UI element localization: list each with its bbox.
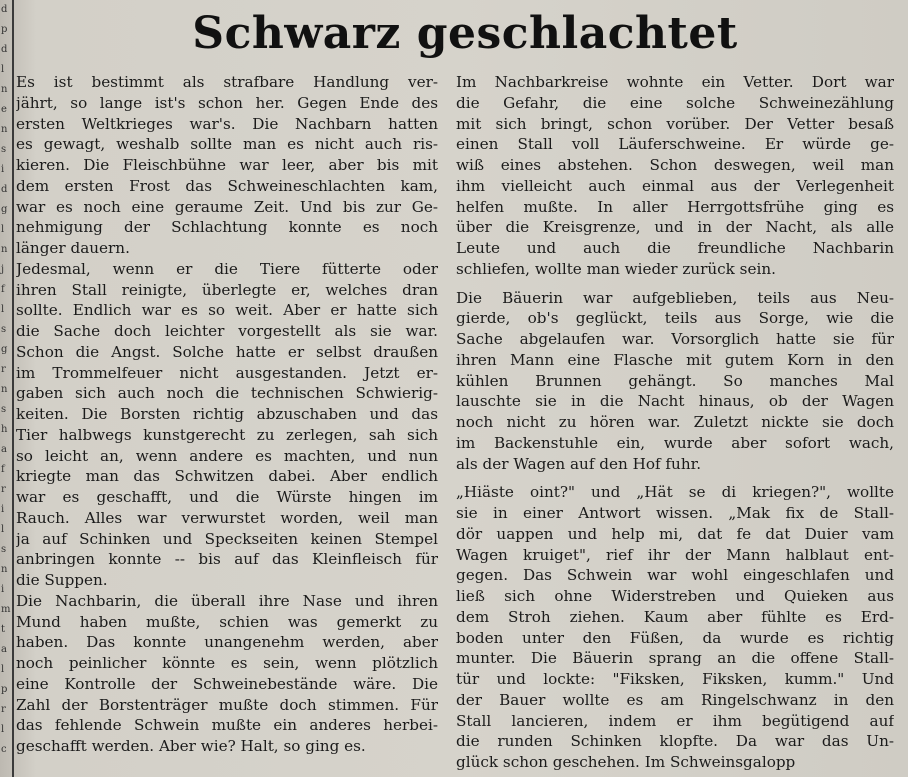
edge-fragment: r bbox=[1, 484, 6, 495]
text-line: ließ sich ohne Widerstreben und Quieken aus bbox=[456, 587, 894, 605]
text-line: keiten. Die Borsten richtig abzuschaben und das bbox=[16, 405, 438, 423]
text-line: sollte. Endlich war es so weit. Aber er hatte sich bbox=[16, 301, 438, 320]
text-line: helfen mußte. In aller Herrgottsfrühe ging es bbox=[456, 197, 894, 216]
paragraph bbox=[456, 482, 894, 773]
text-line: wiß eines abstehen. Schon deswegen, weil man bbox=[456, 156, 894, 174]
text-line: länger dauern. bbox=[16, 239, 130, 257]
text-line: über die Kreisgrenze, und in der Nacht, als alle bbox=[456, 218, 894, 237]
text-line: ihm vielleicht auch einmal aus der Verlegenheit bbox=[456, 176, 894, 195]
article-column-right bbox=[456, 72, 894, 773]
edge-fragment: r bbox=[1, 704, 6, 715]
edge-fragment: d bbox=[1, 4, 8, 15]
text-line: es gewagt, weshalb sollte man es nicht auch ris- bbox=[16, 135, 438, 154]
edge-fragment: e bbox=[1, 104, 7, 115]
edge-fragment: r bbox=[1, 364, 6, 375]
edge-fragment: n bbox=[1, 244, 8, 255]
text-line: ihren Mann eine Flasche mit gutem Korn in den bbox=[456, 350, 894, 369]
edge-fragment: t bbox=[1, 624, 6, 635]
paragraph-spacer bbox=[456, 474, 894, 482]
edge-fragment: f bbox=[1, 284, 5, 295]
text-line: „Hiäste oint?" und „Hät se di kriegen?", wollte bbox=[456, 483, 894, 502]
edge-fragment: l bbox=[1, 524, 5, 535]
edge-fragment: n bbox=[1, 564, 8, 575]
text-line: Rauch. Alles war verwurstet worden, weil man bbox=[16, 508, 438, 527]
edge-fragment: c bbox=[1, 744, 7, 755]
edge-fragment: m bbox=[1, 604, 11, 615]
edge-fragment: h bbox=[1, 424, 8, 435]
text-line: gegen. Das Schwein war wohl eingeschlafen und bbox=[456, 566, 894, 585]
edge-fragment: g bbox=[1, 204, 8, 215]
text-line: Schon die Angst. Solche hatte er selbst draußen bbox=[16, 342, 438, 361]
text-line: war es geschafft, und die Würste hingen im bbox=[16, 488, 438, 506]
text-line: die Gefahr, die eine solche Schweinezählung bbox=[456, 93, 894, 112]
text-line: dör uappen und help mi, dat fe dat Duier vam bbox=[456, 524, 894, 543]
paragraph bbox=[456, 288, 894, 475]
text-line: Es ist bestimmt als strafbare Handlung ver- bbox=[16, 73, 438, 91]
paragraph-spacer bbox=[456, 280, 894, 288]
adjacent-column-edge bbox=[0, 0, 14, 777]
edge-fragment: d bbox=[1, 184, 8, 195]
edge-fragment: l bbox=[1, 64, 5, 75]
text-line: Leute und auch die freundliche Nachbarin bbox=[456, 239, 894, 257]
text-line: das fehlende Schwein mußte ein anderes herbei- bbox=[16, 716, 438, 735]
edge-fragment: s bbox=[1, 324, 7, 335]
text-line: tür und lockte: "Fiksken, Fiksken, kumm." Und bbox=[456, 670, 894, 688]
edge-fragment: a bbox=[1, 444, 7, 455]
edge-fragment: n bbox=[1, 84, 8, 95]
text-line: Im Nachbarkreise wohnte ein Vetter. Dort war bbox=[456, 73, 894, 91]
text-line: Jedesmal, wenn er die Tiere fütterte oder bbox=[16, 259, 438, 278]
paragraph bbox=[456, 72, 894, 280]
text-line: sie in einer Antwort wissen. „Mak fix de Stall- bbox=[456, 504, 894, 522]
edge-fragment: a bbox=[1, 644, 7, 655]
text-line: Wagen kruiget", rief ihr der Mann halblaut ent- bbox=[456, 545, 894, 564]
text-line: anbringen konnte -- bis auf das Kleinfleisch für bbox=[16, 550, 438, 569]
text-line: munter. Die Bäuerin sprang an die offene Stall- bbox=[456, 649, 894, 668]
text-line: eine Kontrolle der Schweinebestände wäre. Die bbox=[16, 674, 438, 693]
text-line: noch peinlicher könnte es sein, wenn plötzlich bbox=[16, 654, 438, 672]
edge-fragment: i bbox=[1, 504, 5, 515]
text-line: dem ersten Frost das Schweineschlachten kam, bbox=[16, 176, 438, 195]
article-column-left bbox=[16, 72, 438, 757]
text-line: im Backenstuhle ein, wurde aber sofort wach, bbox=[456, 433, 894, 452]
edge-fragment: f bbox=[1, 464, 5, 475]
edge-fragment: i bbox=[1, 584, 5, 595]
text-line: jährt, so lange ist's schon her. Gegen Ende des bbox=[16, 93, 438, 112]
text-line: mit sich bringt, schon vorüber. Der Vetter besaß bbox=[456, 114, 894, 133]
text-line: die Suppen. bbox=[16, 571, 108, 589]
text-line: Mund haben mußte, schien was gemerkt zu bbox=[16, 612, 438, 631]
text-line: nehmigung der Schlachtung konnte es noch bbox=[16, 218, 438, 237]
text-line: glück schon geschehen. Im Schweinsgalopp bbox=[456, 753, 796, 771]
text-line: der Bauer wollte es am Ringelschwanz in den bbox=[456, 690, 894, 709]
edge-fragment: s bbox=[1, 144, 7, 155]
edge-fragment: j bbox=[1, 264, 5, 275]
text-line: Stall lancieren, indem er ihm begütigend auf bbox=[456, 711, 894, 730]
text-line: die Sache doch leichter vorgestellt als sie war. bbox=[16, 322, 438, 340]
paragraph bbox=[16, 72, 438, 259]
text-line: ihren Stall reinigte, überlegte er, welches dran bbox=[16, 280, 438, 299]
edge-fragment: d bbox=[1, 44, 8, 55]
edge-fragment: l bbox=[1, 664, 5, 675]
edge-fragment: i bbox=[1, 164, 5, 175]
edge-fragment: p bbox=[1, 684, 8, 695]
edge-fragment: n bbox=[1, 124, 8, 135]
text-line: Die Nachbarin, die überall ihre Nase und ihren bbox=[16, 591, 438, 610]
edge-fragment: l bbox=[1, 724, 5, 735]
text-line: lauschte sie in die Nacht hinaus, ob der Wagen bbox=[456, 392, 894, 411]
text-line: Die Bäuerin war aufgeblieben, teils aus Neu- bbox=[456, 288, 894, 307]
edge-fragment: n bbox=[1, 384, 8, 395]
text-line: gierde, ob's geglückt, teils aus Sorge, wie die bbox=[456, 309, 894, 328]
edge-fragment: s bbox=[1, 404, 7, 415]
paragraph bbox=[16, 259, 438, 591]
text-line: als der Wagen auf den Hof fuhr. bbox=[456, 454, 702, 473]
text-line: geschafft werden. Aber wie? Halt, so ging es. bbox=[16, 737, 366, 755]
text-line: noch nicht zu hören war. Zuletzt nickte sie doch bbox=[456, 413, 894, 431]
edge-fragment: g bbox=[1, 344, 8, 355]
text-line: die runden Schinken klopfte. Da war das Un- bbox=[456, 732, 894, 751]
text-line: war es noch eine geraume Zeit. Und bis zur Ge- bbox=[16, 197, 438, 216]
text-line: Tier halbwegs kunstgerecht zu zerlegen, sah sich bbox=[16, 425, 438, 444]
article-title: Schwarz geschlachtet bbox=[192, 8, 738, 59]
text-line: ja auf Schinken und Speckseiten keinen Stempel bbox=[16, 529, 438, 548]
text-line: kieren. Die Fleischbühne war leer, aber bis mit bbox=[16, 156, 438, 174]
text-line: boden unter den Füßen, da wurde es richtig bbox=[456, 628, 894, 647]
edge-fragment: l bbox=[1, 304, 5, 315]
text-line: haben. Das konnte unangenehm werden, aber bbox=[16, 633, 438, 652]
edge-fragment: l bbox=[1, 224, 5, 235]
text-line: dem Stroh ziehen. Kaum aber fühlte es Erd- bbox=[456, 607, 894, 626]
text-line: Zahl der Borstenträger mußte doch stimmen. Für bbox=[16, 695, 438, 714]
edge-fragment: s bbox=[1, 544, 7, 555]
paragraph bbox=[16, 591, 438, 757]
text-line: im Trommelfeuer nicht ausgestanden. Jetzt er- bbox=[16, 363, 438, 382]
text-line: so leicht an, wenn andere es machten, und nun bbox=[16, 446, 438, 465]
text-line: gaben sich auch noch die technischen Schwierig- bbox=[16, 384, 438, 403]
text-line: Sache abgelaufen war. Vorsorglich hatte sie für bbox=[456, 330, 894, 348]
text-line: ersten Weltkrieges war's. Die Nachbarn hatten bbox=[16, 114, 438, 133]
text-line: schliefen, wollte man wieder zurück sein. bbox=[456, 259, 776, 278]
text-line: kriegte man das Schwitzen dabei. Aber endlich bbox=[16, 467, 438, 486]
edge-fragment: p bbox=[1, 24, 8, 35]
text-line: kühlen Brunnen gehängt. So manches Mal bbox=[456, 371, 894, 390]
text-line: einen Stall voll Läuferschweine. Er würde ge- bbox=[456, 135, 894, 154]
